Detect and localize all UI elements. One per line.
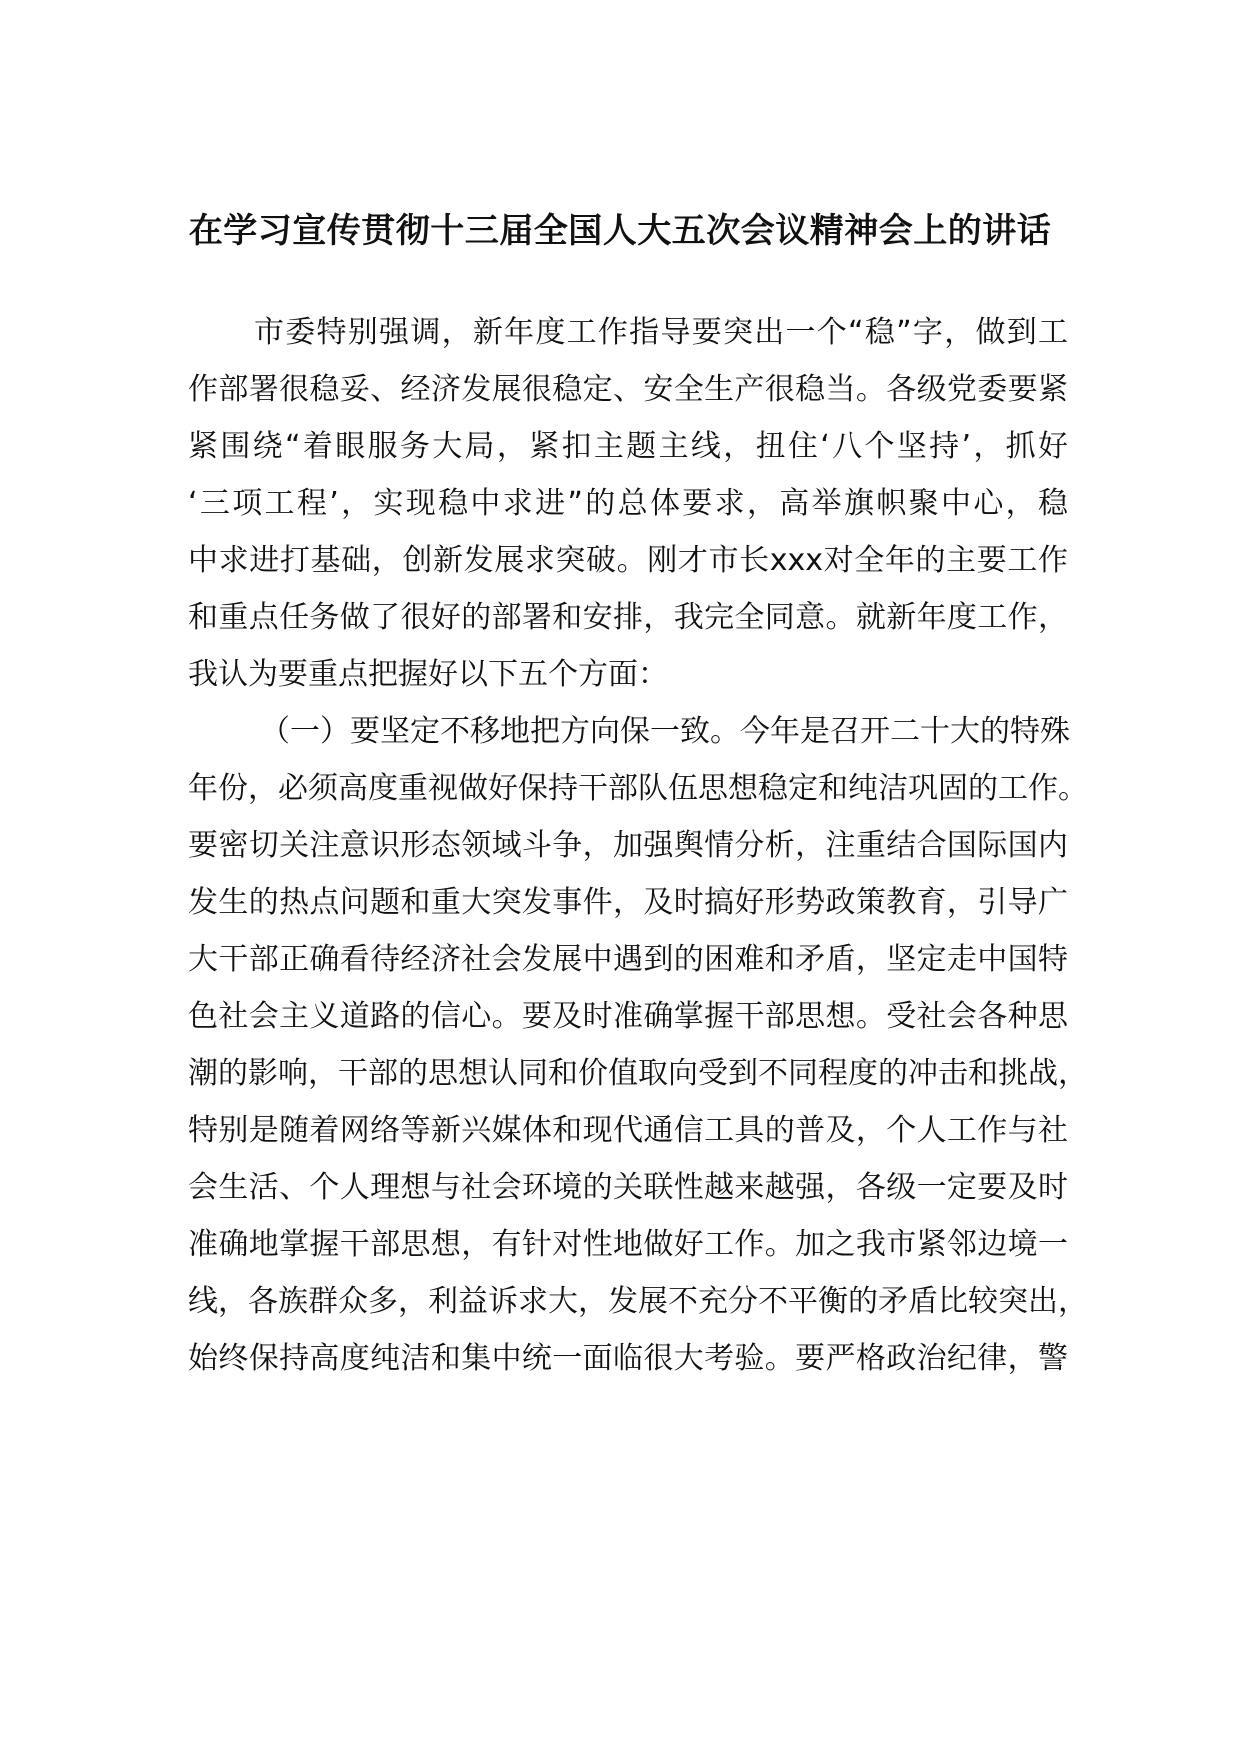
paragraph-line: 潮的影响，干部的思想认同和价值取向受到不同程度的冲击和挑战，	[188, 1056, 1088, 1091]
paragraph-line: 会生活、个人理想与社会环境的关联性越来越强，各级一定要及时	[188, 1170, 1068, 1205]
paragraph-line: 要密切关注意识形态领域斗争，加强舆情分析，注重结合国际国内	[188, 828, 1068, 863]
paragraph-line: 年份，必须高度重视做好保持干部队伍思想稳定和纯洁巩固的工作。	[188, 771, 1088, 806]
paragraph-line: 我认为要重点把握好以下五个方面：	[188, 657, 668, 692]
paragraph-line: 和重点任务做了很好的部署和安排，我完全同意。就新年度工作，	[188, 600, 1068, 635]
paragraph-line: 准确地掌握干部思想，有针对性地做好工作。加之我市紧邻边境一	[188, 1227, 1068, 1262]
paragraph-line: 作部署很稳妥、经济发展很稳定、安全生产很稳当。各级党委要紧	[188, 372, 1068, 407]
paragraph-line: 大干部正确看待经济社会发展中遇到的困难和矛盾，坚定走中国特	[188, 942, 1068, 977]
paragraph-line: 中求进打基础，创新发展求突破。刚才市长xxx对全年的主要工作	[188, 543, 1068, 578]
paragraph-line: 线，各族群众多，利益诉求大，发展不充分不平衡的矛盾比较突出，	[188, 1284, 1088, 1319]
paragraph-line: 特别是随着网络等新兴媒体和现代通信工具的普及，个人工作与社	[188, 1113, 1068, 1148]
paragraph-line: （一）要坚定不移地把方向保一致。今年是召开二十大的特殊	[260, 714, 1070, 749]
paragraph-line: 市委特别强调，新年度工作指导要突出一个“稳”字，做到工	[254, 315, 1068, 350]
paragraph-line: 始终保持高度纯洁和集中统一面临很大考验。要严格政治纪律，警	[188, 1341, 1068, 1376]
paragraph-line: 紧围绕“着眼服务大局，紧扣主题主线，扭住‘八个坚持’，抓好	[188, 429, 1068, 464]
document-title: 在学习宣传贯彻十三届全国人大五次会议精神会上的讲话	[188, 211, 1052, 251]
paragraph-line: 色社会主义道路的信心。要及时准确掌握干部思想。受社会各种思	[188, 999, 1068, 1034]
paragraph-line: 发生的热点问题和重大突发事件，及时搞好形势政策教育，引导广	[188, 885, 1068, 920]
paragraph-line: ‘三项工程’，实现稳中求进”的总体要求，高举旗帜聚中心，稳	[188, 486, 1068, 521]
